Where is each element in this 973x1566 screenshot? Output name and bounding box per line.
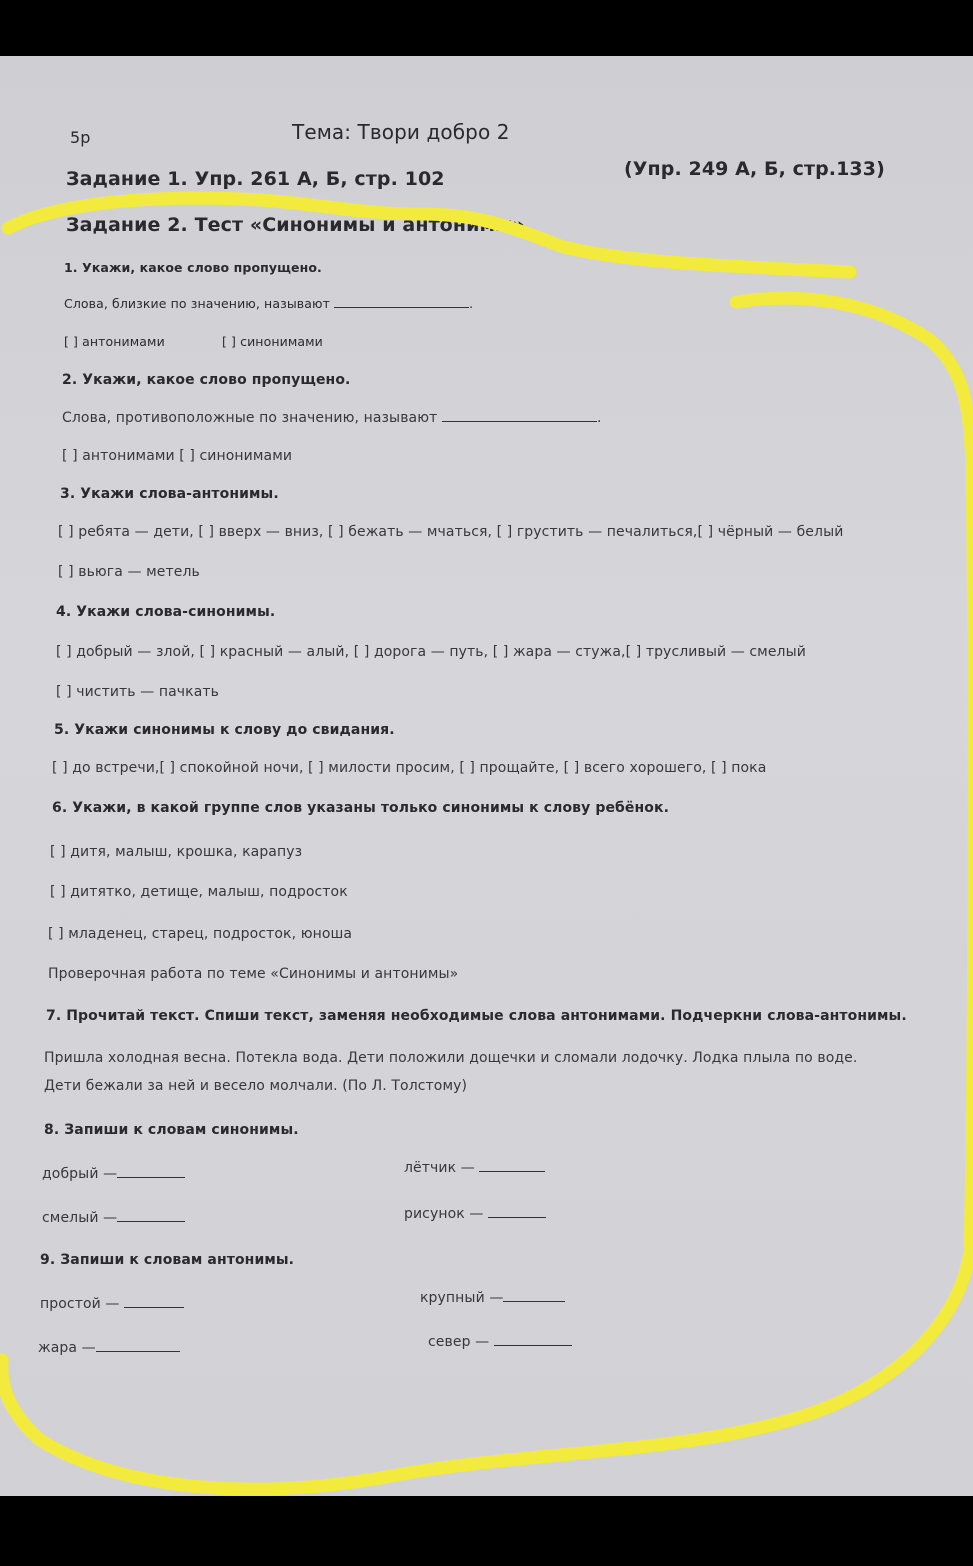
q8-word-letchik[interactable]: лётчик —: [404, 1160, 545, 1176]
q9-title: 9. Запиши к словам антонимы.: [40, 1252, 295, 1268]
q5-line1[interactable]: [ ] до встречи,[ ] спокойной ночи, [ ] милости просим, [ ] прощайте, [ ] всего хорошего, [ ] пока: [52, 760, 767, 776]
q9-word-prostoi[interactable]: простой —: [40, 1296, 184, 1312]
q5-title: 5. Укажи синонимы к слову до свидания.: [54, 722, 395, 738]
q4-title: 4. Укажи слова-синонимы.: [56, 604, 276, 620]
q1-option-antonyms[interactable]: [ ] антонимами: [64, 334, 165, 349]
q8-word-risunok[interactable]: рисунок —: [404, 1206, 546, 1222]
q9-word-sever[interactable]: север —: [428, 1334, 572, 1350]
q4-line2[interactable]: [ ] чистить — пачкать: [56, 684, 219, 700]
q2-text: Слова, противоположные по значению, называют .: [62, 410, 602, 426]
q3-line1[interactable]: [ ] ребята — дети, [ ] вверх — вниз, [ ] бежать — мчаться, [ ] грустить — печалиться,[ ] чёрный — белый: [58, 524, 844, 540]
q3-line2[interactable]: [ ] вьюга — метель: [58, 564, 200, 580]
q9-word-krupnyi[interactable]: крупный —: [420, 1290, 565, 1306]
theme-title: Тема: Твори добро 2: [292, 120, 510, 144]
q7-title: 7. Прочитай текст. Спиши текст, заменяя необходимые слова антонимами. Подчеркни слова-антонимы.: [46, 1008, 907, 1024]
task1-alt-heading: (Упр. 249 А, Б, стр.133): [624, 158, 885, 180]
q1-title: 1. Укажи, какое слово пропущено.: [64, 260, 322, 275]
check-work-title: Проверочная работа по теме «Синонимы и антонимы»: [48, 966, 459, 982]
q8-word-smelyi[interactable]: смелый —: [42, 1210, 185, 1226]
task2-heading: Задание 2. Тест «Синонимы и антонимы»: [66, 214, 525, 236]
q6-option-3[interactable]: [ ] младенец, старец, подросток, юноша: [48, 926, 353, 942]
q7-line2: Дети бежали за ней и весело молчали. (По Л. Толстому): [44, 1078, 468, 1094]
task1-heading: Задание 1. Упр. 261 А, Б, стр. 102: [66, 168, 445, 190]
grade-label: 5р: [70, 128, 91, 147]
q1-option-synonyms[interactable]: [ ] синонимами: [222, 334, 323, 349]
q6-option-2[interactable]: [ ] дитятко, детище, малыш, подросток: [50, 884, 348, 900]
q2-options[interactable]: [ ] антонимами [ ] синонимами: [62, 448, 293, 464]
q2-title: 2. Укажи, какое слово пропущено.: [62, 372, 351, 388]
q6-title: 6. Укажи, в какой группе слов указаны только синонимы к слову ребёнок.: [52, 800, 670, 816]
q4-line1[interactable]: [ ] добрый — злой, [ ] красный — алый, [ ] дорога — путь, [ ] жара — стужа,[ ] трусливый — смелый: [56, 644, 806, 660]
q6-option-1[interactable]: [ ] дитя, малыш, крошка, карапуз: [50, 844, 303, 860]
q8-title: 8. Запиши к словам синонимы.: [44, 1122, 299, 1138]
q7-line1: Пришла холодная весна. Потекла вода. Дети положили дощечки и сломали лодочку. Лодка плыла по воде.: [44, 1050, 858, 1066]
q9-word-zhara[interactable]: жара —: [38, 1340, 180, 1356]
q3-title: 3. Укажи слова-антонимы.: [60, 486, 279, 502]
q1-text: Слова, близкие по значению, называют .: [64, 296, 474, 311]
worksheet-page: [0, 56, 973, 1496]
q8-word-dobryi[interactable]: добрый —: [42, 1166, 185, 1182]
